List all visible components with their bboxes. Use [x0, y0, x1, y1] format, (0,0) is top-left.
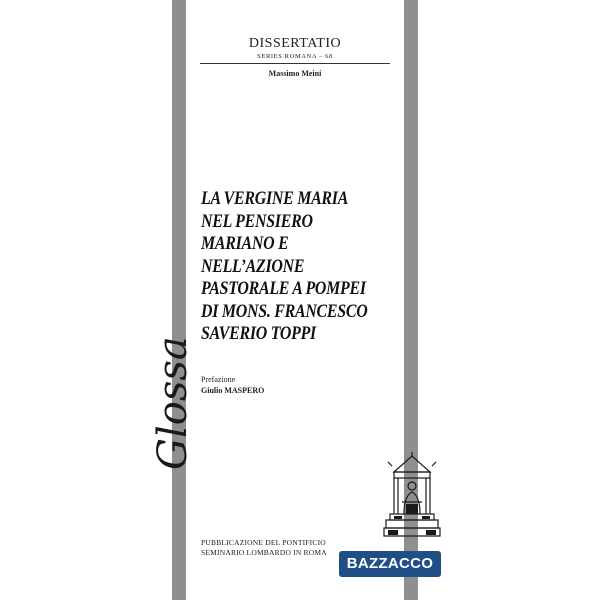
title-line: NEL PENSIERO	[201, 211, 313, 232]
series-heading	[186, 36, 404, 61]
book-title	[201, 188, 373, 346]
series-subtitle: SERIES ROMANA – 68	[257, 53, 333, 60]
preface-label: Prefazione	[201, 375, 236, 384]
series-divider	[200, 63, 390, 64]
preface-credit	[201, 374, 264, 396]
publisher-info	[201, 538, 327, 558]
bazzacco-seller-badge: BAZZACCO	[339, 551, 441, 577]
publisher-line: SEMINARIO LOMBARDO IN ROMA	[201, 548, 327, 557]
title-line: DI MONS. FRANCESCO	[201, 301, 368, 322]
title-line: MARIANO E	[201, 234, 289, 254]
enthroned-figure-engraving-icon	[380, 452, 444, 538]
title-line: PASTORALE A POMPEI	[201, 279, 366, 299]
publisher-line: PUBBLICAZIONE DEL PONTIFICIO	[201, 538, 326, 547]
title-line: SAVERIO TOPPI	[201, 324, 316, 344]
title-line: LA VERGINE MARIA	[201, 189, 349, 209]
glossa-collection-logo: Glossa	[150, 336, 196, 470]
title-line: NELL’AZIONE	[201, 256, 305, 277]
series-title: DISSERTATIO	[248, 36, 342, 51]
preface-author: Giulio MASPERO	[201, 386, 265, 395]
author-name: Massimo Meini	[268, 69, 322, 78]
